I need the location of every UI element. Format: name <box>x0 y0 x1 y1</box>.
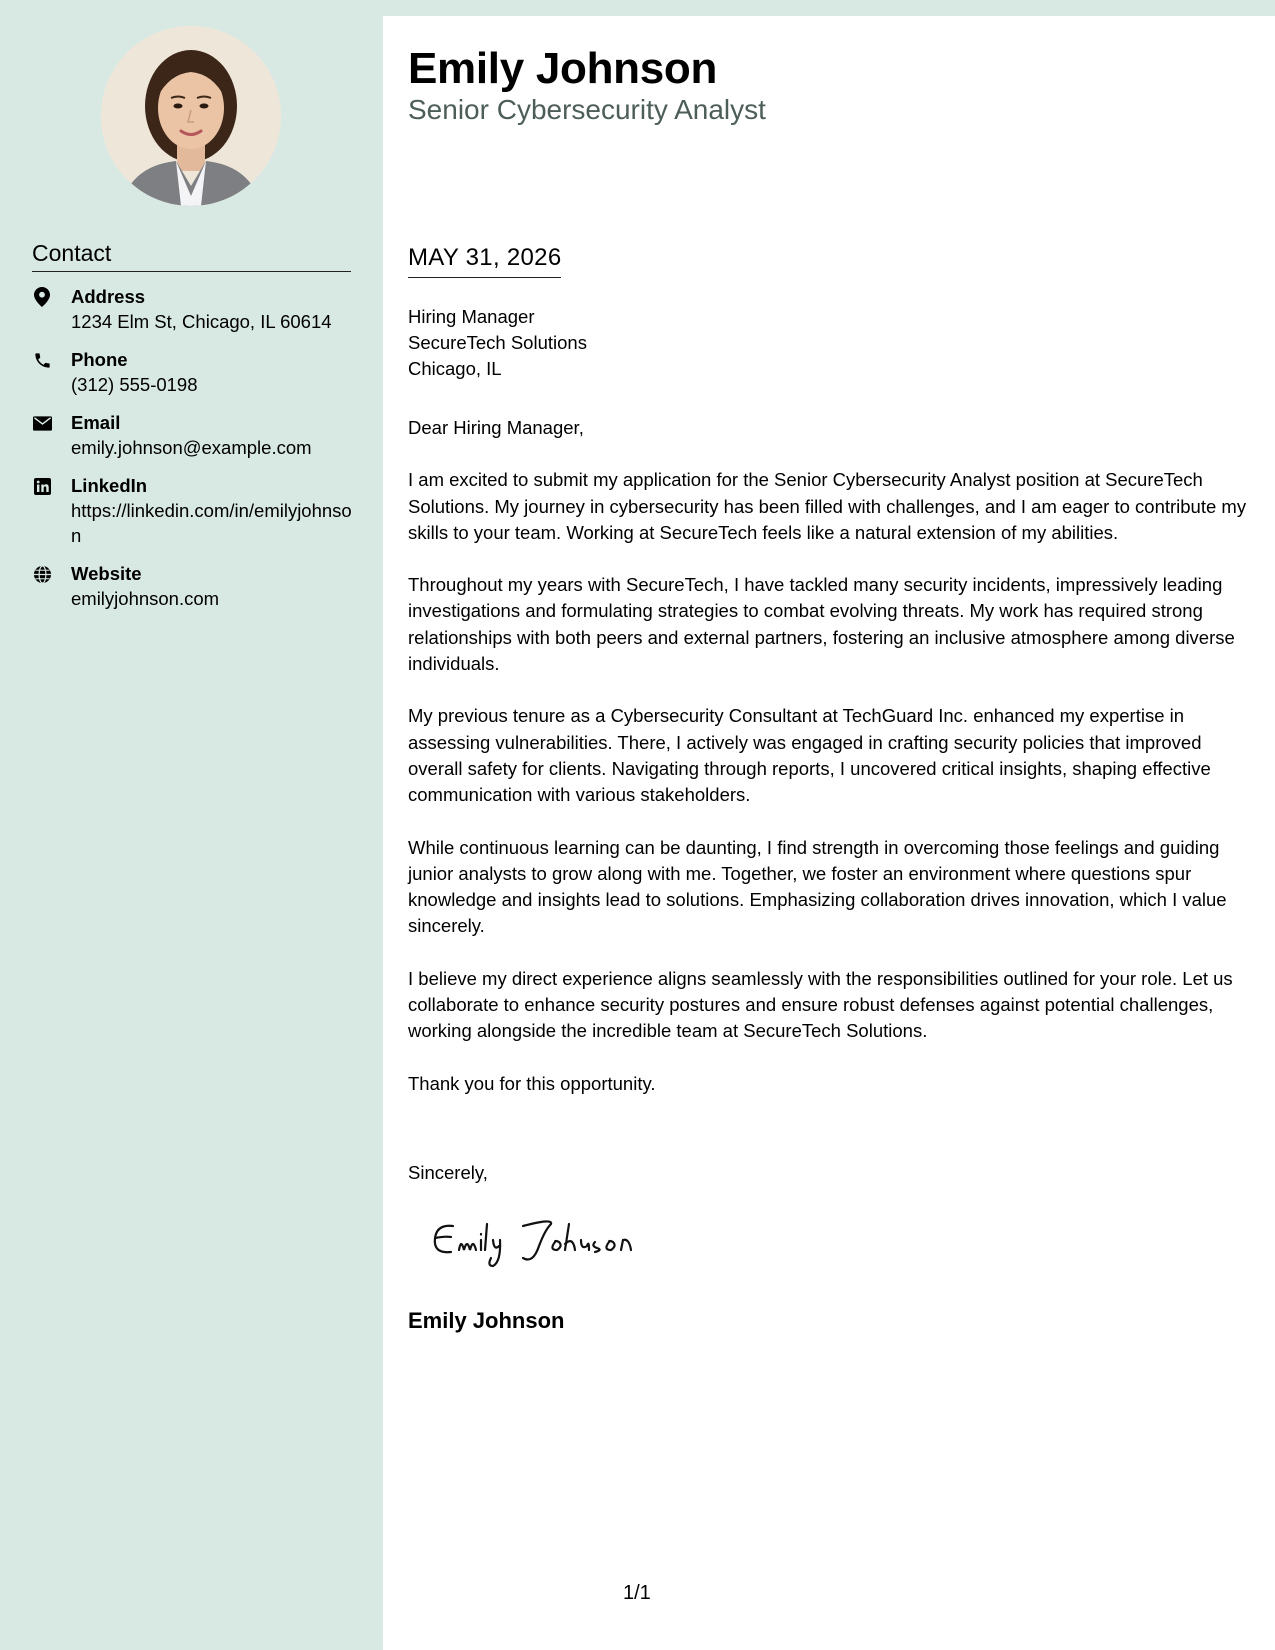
email-value[interactable]: emily.johnson@example.com <box>71 437 312 458</box>
applicant-name: Emily Johnson <box>408 44 718 93</box>
globe-icon <box>32 564 52 584</box>
recipient-line: SecureTech Solutions <box>408 332 587 353</box>
location-pin-icon <box>32 287 52 307</box>
body-paragraph: My previous tenure as a Cybersecurity Consultant at TechGuard Inc. enhanced my expertise in assessing vulnerabilities. There, I actively was engaged in crafting security policies that improved overall safety for clients. Navigating through reports, I uncovered critical insights, shaping effective communication with various stakeholders. <box>408 705 1211 806</box>
phone-icon <box>32 350 52 370</box>
website-value[interactable]: emilyjohnson.com <box>71 588 220 609</box>
portrait-image <box>101 26 281 206</box>
contact-heading: Contact <box>32 240 351 272</box>
address-value: 1234 Elm St, Chicago, IL 60614 <box>71 311 332 332</box>
contact-label: Website <box>71 563 142 584</box>
contact-label: Phone <box>71 349 128 370</box>
signer-name: Emily Johnson <box>408 1308 565 1333</box>
linkedin-icon <box>32 476 52 496</box>
contact-item-website <box>32 561 362 611</box>
body-paragraph: Throughout my years with SecureTech, I have tackled many security incidents, impressively leading investigations and formulating strategies to combat evolving threats. My work has required strong relationships with both peers and external partners, fostering an inclusive atmosphere among diverse individuals. <box>408 574 1235 675</box>
contact-label: Email <box>71 412 121 433</box>
recipient-line: Chicago, IL <box>408 358 502 379</box>
contact-list <box>32 284 362 624</box>
recipient-line: Hiring Manager <box>408 306 535 327</box>
contact-label: LinkedIn <box>71 475 148 496</box>
salutation: Dear Hiring Manager, <box>408 417 584 438</box>
envelope-icon <box>32 413 52 433</box>
contact-item-phone <box>32 347 362 397</box>
linkedin-value[interactable]: https://linkedin.com/in/emilyjohnson <box>71 500 352 546</box>
sidebar <box>0 0 383 1650</box>
profile-photo <box>101 26 281 206</box>
contact-item-address <box>32 284 362 334</box>
contact-item-linkedin <box>32 473 362 548</box>
body-paragraph: I am excited to submit my application for the Senior Cybersecurity Analyst position at SecureTech Solutions. My journey in cybersecurity has been filled with challenges, and I am eager to contribute my skills to your team. Working at SecureTech feels like a natural extension of my abilities. <box>408 469 1247 543</box>
contact-label: Address <box>71 286 146 307</box>
closing: Sincerely, <box>408 1162 488 1183</box>
body-paragraph: I believe my direct experience aligns seamlessly with the responsibilities outlined for your role. Let us collaborate to enhance security postures and ensure robust defenses against potential challenges, working alongside the incredible team at SecureTech Solutions. <box>408 967 1233 1042</box>
phone-value: (312) 555-0198 <box>71 374 198 395</box>
recipient-block <box>408 304 587 382</box>
handwritten-signature <box>423 1206 663 1276</box>
letter-date: MAY 31, 2026 <box>408 244 561 278</box>
applicant-title: Senior Cybersecurity Analyst <box>408 94 766 125</box>
page-number: 1/1 <box>623 1582 651 1604</box>
body-paragraph: While continuous learning can be daunting, I find strength in overcoming those feelings and guiding junior analysts to grow along with me. Together, we foster an environment where questions spur knowledge and insights lead to solutions. Emphasizing collaboration drives innovation, which I value sincerely. <box>408 836 1227 937</box>
letter-body <box>408 415 1258 1123</box>
letter-panel <box>383 16 1275 1650</box>
contact-item-email <box>32 410 362 460</box>
body-paragraph: Thank you for this opportunity. <box>408 1072 656 1094</box>
